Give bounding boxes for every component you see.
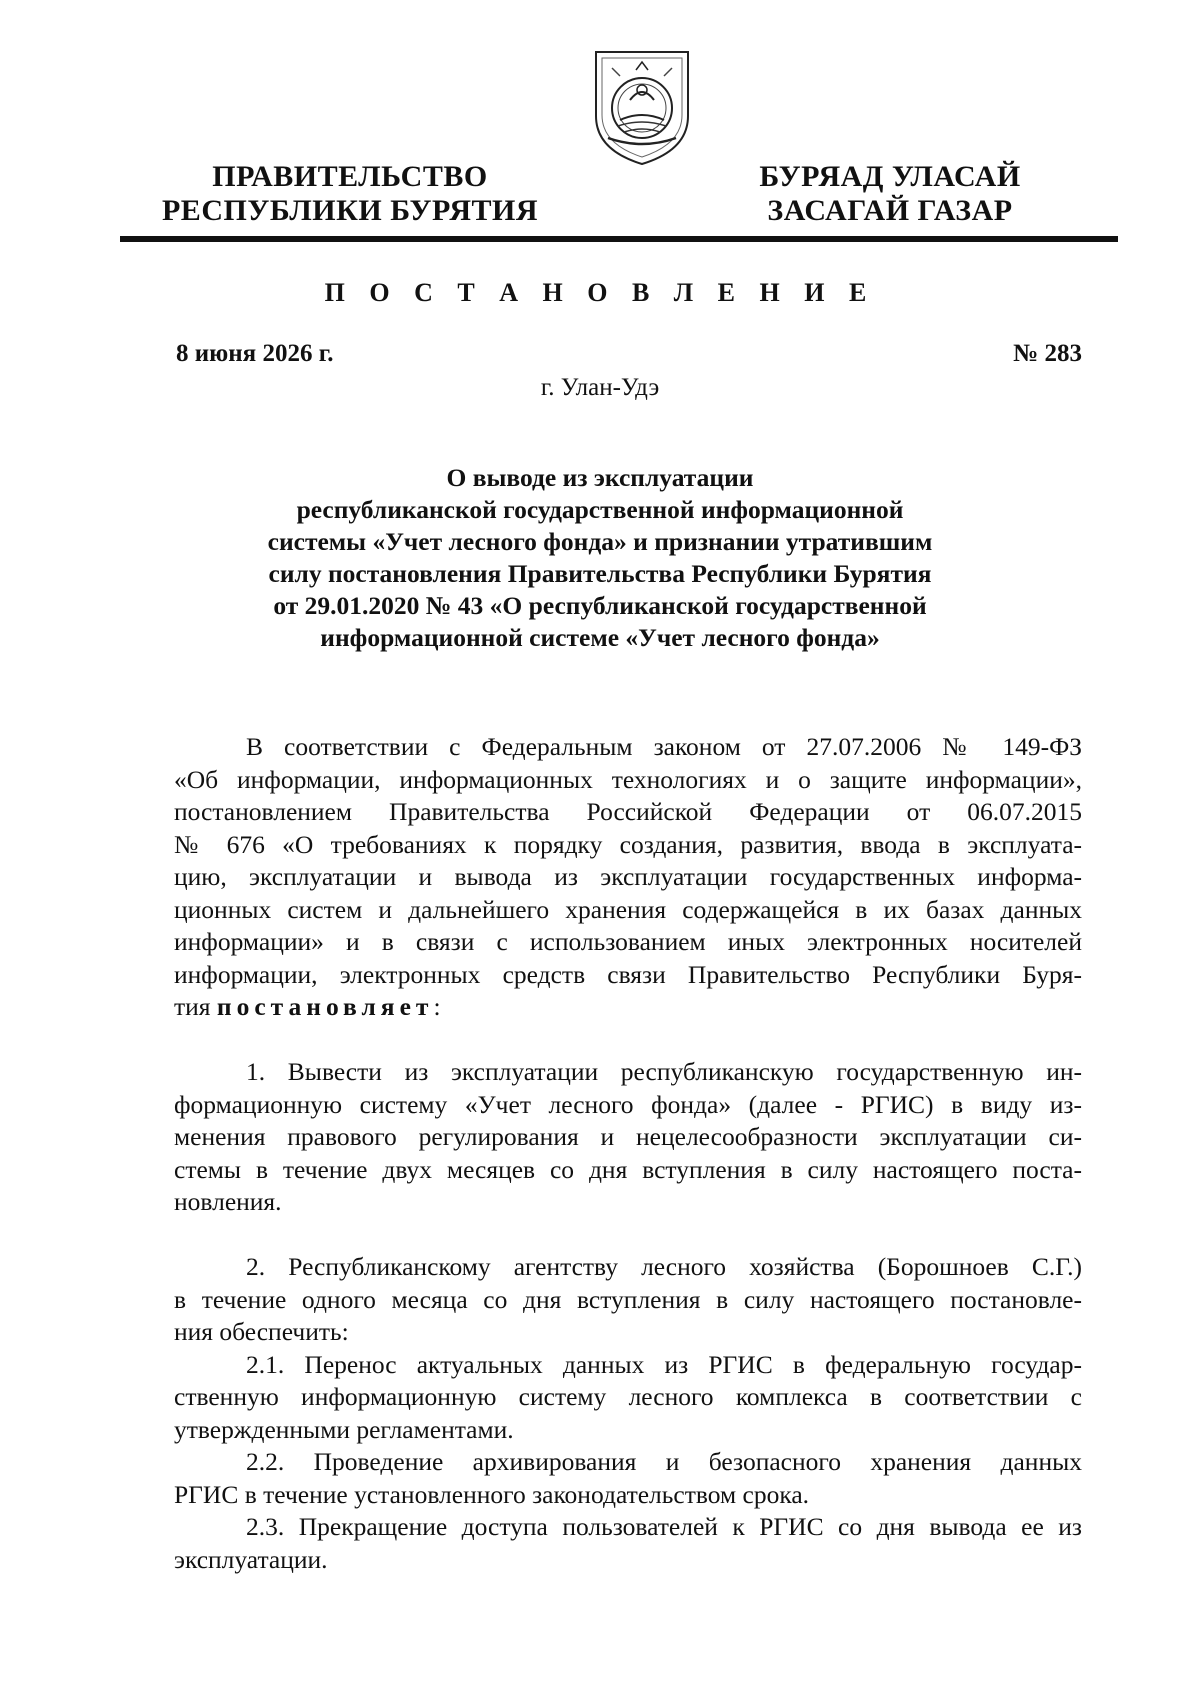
document-type: П О С Т А Н О В Л Е Н И Е: [324, 278, 876, 307]
paragraph-line: ния обеспечить:: [174, 1317, 349, 1346]
paragraph-line: в течение одного месяца со дня вступления в силу настоящего постановле-: [174, 1284, 1082, 1314]
paragraph-line: постановлением Правительства Российской Федерации от 06.07.2015: [174, 797, 1082, 826]
clause-1: [174, 1056, 1082, 1219]
paragraph-line: № 676 «О требованиях к порядку создания, развития, ввода в эксплуата-: [174, 829, 1082, 859]
paragraph-line: цию, эксплуатации и вывода из эксплуатации государственных информа-: [174, 862, 1082, 891]
document-number: № 283: [1013, 340, 1082, 367]
title-line: О выводе из эксплуатации: [446, 463, 754, 492]
paragraph-line: эксплуатации.: [174, 1544, 328, 1574]
paragraph-line: В соответствии с Федеральным законом от 27.07.2006 № 149-ФЗ: [246, 732, 1082, 761]
decree-suffix: :: [433, 992, 441, 1021]
paragraph-line: 2. Республиканскому агентству лесного хозяйства (Борошноев С.Г.): [246, 1252, 1082, 1281]
paragraph-line: «Об информации, информационных технологиях и о защите информации»,: [174, 764, 1082, 794]
paragraph-line: стемы в течение двух месяцев со дня вступления в силу настоящего поста-: [174, 1154, 1082, 1184]
preamble-paragraph: [174, 731, 1082, 1024]
paragraph-line: ственную информационную систему лесного комплекса в соответствии с: [174, 1382, 1082, 1411]
title-line: силу постановления Правительства Республики Бурятия: [268, 559, 932, 588]
header-divider: [120, 236, 1118, 242]
coat-of-arms-icon: [590, 46, 694, 168]
paragraph-line: менения правового регулирования и нецелесообразности эксплуатации си-: [174, 1122, 1082, 1151]
paragraph-line: РГИС в течение установленного законодательством срока.: [174, 1479, 810, 1509]
paragraph-line: 1. Вывести из эксплуатации республиканскую государственную ин-: [246, 1057, 1082, 1086]
title-line: системы «Учет лесного фонда» и признании утратившим: [267, 527, 933, 556]
decree-word: постановляет: [216, 992, 434, 1021]
paragraph-line: [174, 991, 1082, 1024]
header-left-line2: РЕСПУБЛИКИ БУРЯТИЯ: [161, 194, 539, 227]
document-date: 8 июня 2026 г.: [176, 340, 334, 367]
paragraph-line: информации, электронных средств связи Правительство Республики Буря-: [174, 959, 1082, 989]
header-right-line2: ЗАСАГАЙ ГАЗАР: [767, 194, 1013, 227]
paragraph-line: формационную систему «Учет лесного фонда» (далее - РГИС) в виду из-: [174, 1089, 1082, 1119]
document-city: г. Улан-Удэ: [540, 374, 660, 401]
header-left-line1: ПРАВИТЕЛЬСТВО: [212, 160, 488, 193]
paragraph-line: информации» и в связи с использованием иных электронных носителей: [174, 927, 1082, 956]
header-right-line1: БУРЯАД УЛАСАЙ: [759, 160, 1021, 193]
header-left: [160, 160, 540, 228]
paragraph-line: ционных систем и дальнейшего хранения содержащейся в их базах данных: [174, 894, 1082, 924]
paragraph-line: 2.1. Перенос актуальных данных из РГИС в федеральную государ-: [246, 1349, 1082, 1379]
title-line: республиканской государственной информационной: [296, 495, 904, 524]
paragraph-line: 2.2. Проведение архивирования и безопасного хранения данных: [246, 1447, 1082, 1476]
document-title: [160, 462, 1040, 654]
decree-prefix: тия: [174, 992, 217, 1021]
paragraph-line: утвержденными регламентами.: [174, 1414, 514, 1444]
title-line: от 29.01.2020 № 43 «О республиканской государственной: [273, 591, 927, 620]
paragraph-line: новления.: [174, 1187, 282, 1216]
header-right: [745, 160, 1035, 228]
paragraph-line: 2.3. Прекращение доступа пользователей к РГИС со дня вывода ее из: [246, 1512, 1082, 1541]
clause-2: [174, 1251, 1082, 1576]
title-line: информационной системе «Учет лесного фонда»: [320, 623, 880, 652]
